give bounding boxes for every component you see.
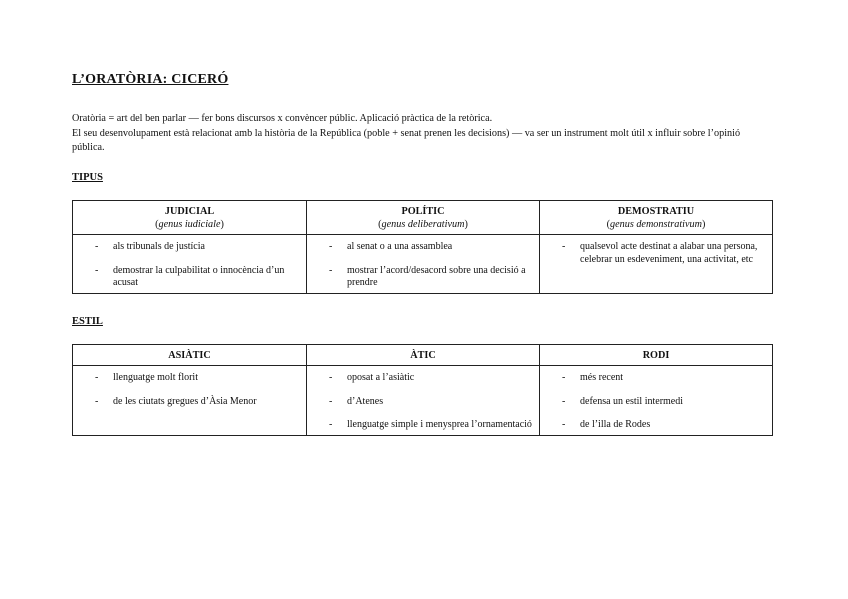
list-item: - llenguatge simple i menysprea l’ornamentació [325,419,533,432]
tipus-cell [73,235,307,294]
section-heading-tipus: TIPUS [72,172,103,183]
column-subtitle: (genus iudiciale) [155,219,224,230]
list-item: - de l’illa de Rodes [558,419,766,432]
list-item: - d’Atenes [325,396,533,409]
column-title: JUDICIAL [164,206,215,217]
estil-cell [73,366,307,436]
estil-content-row [73,366,773,436]
tipus-column-header [540,201,773,235]
column-title: DEMOSTRATIU [617,206,695,217]
intro-paragraph [72,112,772,156]
tipus-content-row [73,235,773,294]
tipus-header-row [73,201,773,235]
section-heading-estil: ESTIL [72,316,103,327]
estil-header-row [73,345,773,366]
estil-cell [307,366,540,436]
list-item: - oposat a l’asiàtic [325,372,533,385]
list-item: - més recent [558,372,766,385]
list-item: - demostrar la culpabilitat o innocència d’un acusat [91,265,300,290]
estil-column-header: RODI [540,345,773,366]
list-item: - mostrar l’acord/desacord sobre una decisió a prendre [325,265,533,290]
list-item: - llenguatge molt florit [91,372,300,385]
list-item: - de les ciutats gregues d’Àsia Menor [91,396,300,409]
page-title: L’ORATÒRIA: CICERÓ [72,72,229,87]
tipus-column-header [307,201,540,235]
intro-line: Oratòria = art del ben parlar — fer bons discursos x convèncer públic. Aplicació pràctica de la retòrica. [72,113,493,124]
column-subtitle: (genus demonstrativum) [606,219,706,230]
list-item: - als tribunals de justícia [91,241,300,254]
estil-cell [540,366,773,436]
tipus-cell [307,235,540,294]
tipus-column-header [73,201,307,235]
column-title: POLÍTIC [401,206,445,217]
column-subtitle: (genus deliberativum) [378,219,468,230]
estil-column-header: ÀTIC [307,345,540,366]
estil-table [72,344,773,436]
list-item: - defensa un estil intermedi [558,396,766,409]
intro-line: El seu desenvolupament està relacionat amb la història de la República (poble + senat prenen les decisions) — va ser un instrument molt útil x influir sobre l’opinió pública. [72,127,741,153]
tipus-cell [540,235,773,294]
tipus-table [72,200,773,294]
estil-column-header: ASIÀTIC [73,345,307,366]
list-item: - qualsevol acte destinat a alabar una persona, celebrar un esdeveniment, una activitat, etc [558,241,766,266]
list-item: - al senat o a una assamblea [325,241,533,254]
